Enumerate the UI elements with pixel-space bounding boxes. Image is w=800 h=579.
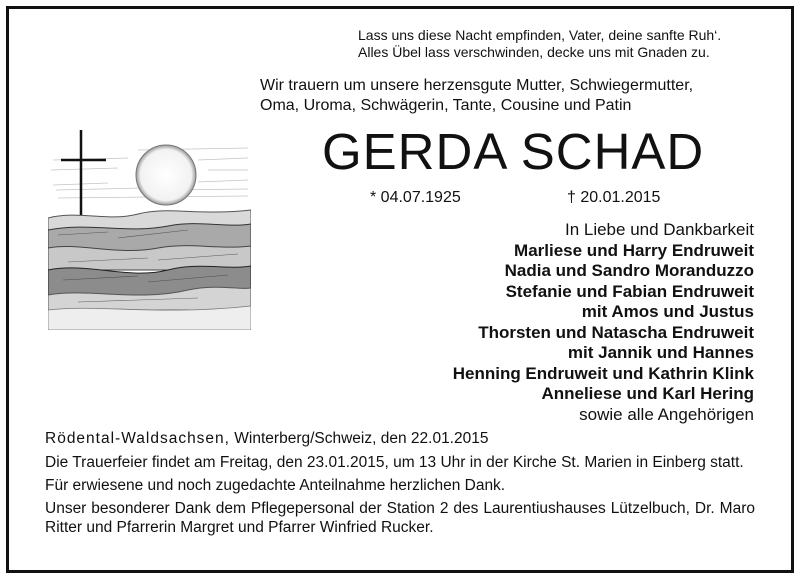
birth-date: * 04.07.1925 bbox=[370, 189, 461, 206]
mourner-entry: Thorsten und Natascha Endruweit bbox=[478, 322, 754, 342]
verse-line: Alles Übel lass verschwinden, decke uns mit Gnaden zu. bbox=[358, 44, 710, 60]
mourners-heading: In Liebe und Dankbarkeit bbox=[564, 220, 754, 239]
mourners-closing: sowie alle Angehörigen bbox=[579, 404, 754, 424]
mourners-list bbox=[453, 220, 754, 425]
sun-icon bbox=[136, 145, 196, 205]
intro-line: Oma, Uroma, Schwägerin, Tante, Cousine und Patin bbox=[260, 97, 632, 114]
mourner-entry: mit Amos und Justus bbox=[581, 302, 754, 321]
verse bbox=[358, 27, 721, 61]
verse-line: Lass uns diese Nacht empfinden, Vater, deine sanfte Ruh‘. bbox=[358, 27, 722, 43]
special-thanks: Unser besonderer Dank dem Pflegepersonal der Station 2 des Laurentiushauses Lützelbuch, Dr. Maro Ritter und Pfarrerin Margret und Pfarrer Winfried Rucker. bbox=[45, 500, 755, 536]
mourner-entry: mit Jannik und Hannes bbox=[567, 343, 754, 362]
deceased-name: GERDA SCHAD bbox=[322, 123, 705, 180]
intro-line: Wir trauern um unsere herzensgute Mutter, Schwiegermutter, bbox=[260, 77, 694, 94]
thanks-line: Für erwiesene und noch zugedachte Anteilnahme herzlichen Dank. bbox=[45, 477, 506, 494]
mourner-entry: Nadia und Sandro Moranduzzo bbox=[504, 261, 754, 280]
place-date: Winterberg/Schweiz, den 22.01.2015 bbox=[229, 430, 489, 447]
intro-text bbox=[260, 76, 693, 116]
mourner-entry: Anneliese und Karl Hering bbox=[541, 384, 754, 403]
place-date-line bbox=[45, 429, 755, 448]
ceremony-info: Die Trauerfeier findet am Freitag, den 23.01.2015, um 13 Uhr in der Kirche St. Marien in Einberg statt. bbox=[45, 454, 744, 471]
place-name: Rödental-Waldsachsen, bbox=[45, 430, 230, 447]
cross-landscape-illustration bbox=[48, 130, 251, 330]
mourner-entry: Stefanie und Fabian Endruweit bbox=[505, 281, 754, 301]
footer-text bbox=[45, 429, 755, 541]
death-date: † 20.01.2015 bbox=[567, 189, 661, 206]
mourner-entry: Marliese und Harry Endruweit bbox=[514, 240, 754, 260]
mourner-entry: Henning Endruweit und Kathrin Klink bbox=[452, 363, 754, 383]
